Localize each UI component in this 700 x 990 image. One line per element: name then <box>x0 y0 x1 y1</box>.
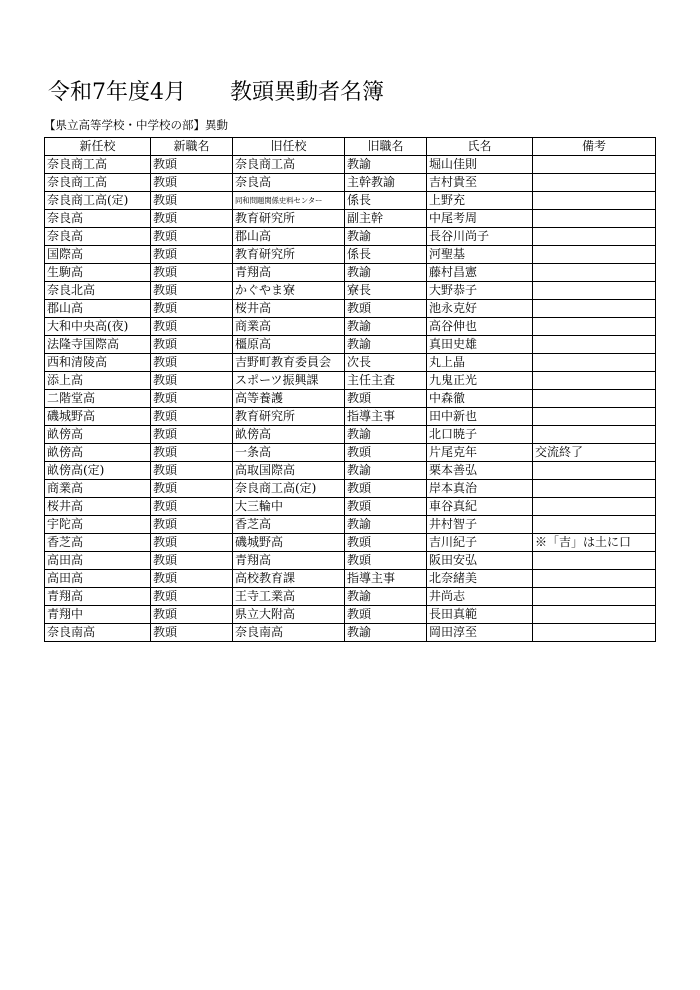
cell-new-school: 商業高 <box>45 480 151 498</box>
cell-previous-school: 県立大附高 <box>233 606 345 624</box>
cell-new-position: 教頭 <box>151 354 233 372</box>
cell-previous-school: かぐやま寮 <box>233 282 345 300</box>
cell-new-position: 教頭 <box>151 480 233 498</box>
cell-new-school: 高田高 <box>45 570 151 588</box>
cell-new-school: 奈良高 <box>45 228 151 246</box>
table-row <box>45 588 656 606</box>
cell-previous-position: 指導主事 <box>345 570 427 588</box>
cell-new-position: 教頭 <box>151 408 233 426</box>
cell-name: 中尾考周 <box>427 210 533 228</box>
table-row <box>45 516 656 534</box>
transfer-roster-table <box>44 137 656 642</box>
cell-previous-school: スポーツ振興課 <box>233 372 345 390</box>
cell-previous-position: 係長 <box>345 192 427 210</box>
cell-name: 井尚志 <box>427 588 533 606</box>
cell-new-school: 香芝高 <box>45 534 151 552</box>
cell-new-school: 西和清陵高 <box>45 354 151 372</box>
cell-remarks <box>533 174 656 192</box>
cell-new-school: 郡山高 <box>45 300 151 318</box>
cell-name: 藤村昌憲 <box>427 264 533 282</box>
cell-new-school: 青翔中 <box>45 606 151 624</box>
cell-remarks <box>533 390 656 408</box>
cell-new-position: 教頭 <box>151 570 233 588</box>
cell-name: 岡田淳至 <box>427 624 533 642</box>
cell-previous-position: 主幹教諭 <box>345 174 427 192</box>
cell-new-position: 教頭 <box>151 228 233 246</box>
cell-new-position: 教頭 <box>151 390 233 408</box>
table-row <box>45 552 656 570</box>
column-header-previous-position: 旧職名 <box>345 138 427 156</box>
cell-new-position: 教頭 <box>151 192 233 210</box>
cell-new-position: 教頭 <box>151 516 233 534</box>
cell-remarks <box>533 192 656 210</box>
table-row <box>45 390 656 408</box>
table-row <box>45 606 656 624</box>
cell-name: 中森徹 <box>427 390 533 408</box>
cell-new-position: 教頭 <box>151 246 233 264</box>
cell-new-school: 奈良高 <box>45 210 151 228</box>
cell-name: 河聖基 <box>427 246 533 264</box>
cell-previous-position: 教頭 <box>345 444 427 462</box>
cell-new-school: 奈良南高 <box>45 624 151 642</box>
cell-new-school: 宇陀高 <box>45 516 151 534</box>
cell-previous-position: 教諭 <box>345 156 427 174</box>
cell-previous-school: 高校教育課 <box>233 570 345 588</box>
cell-previous-position: 教頭 <box>345 300 427 318</box>
table-row <box>45 156 656 174</box>
cell-previous-position: 次長 <box>345 354 427 372</box>
cell-previous-position: 教頭 <box>345 534 427 552</box>
table-row <box>45 426 656 444</box>
cell-previous-position: 指導主事 <box>345 408 427 426</box>
table-row <box>45 318 656 336</box>
cell-previous-position: 教諭 <box>345 228 427 246</box>
cell-previous-school: 教育研究所 <box>233 246 345 264</box>
cell-remarks: ※「吉」は土に口 <box>533 534 656 552</box>
cell-remarks <box>533 300 656 318</box>
cell-previous-school: 商業高 <box>233 318 345 336</box>
column-header-name: 氏名 <box>427 138 533 156</box>
cell-new-position: 教頭 <box>151 174 233 192</box>
cell-remarks <box>533 354 656 372</box>
table-row <box>45 246 656 264</box>
cell-previous-school: 教育研究所 <box>233 210 345 228</box>
cell-previous-school: 橿原高 <box>233 336 345 354</box>
cell-name: 高谷伸也 <box>427 318 533 336</box>
cell-new-school: 奈良商工高(定) <box>45 192 151 210</box>
table-row <box>45 228 656 246</box>
table-row <box>45 534 656 552</box>
cell-new-position: 教頭 <box>151 588 233 606</box>
table-row <box>45 210 656 228</box>
table-row <box>45 480 656 498</box>
cell-name: 丸上晶 <box>427 354 533 372</box>
column-header-new-position: 新職名 <box>151 138 233 156</box>
cell-previous-position: 主任主査 <box>345 372 427 390</box>
cell-new-position: 教頭 <box>151 300 233 318</box>
cell-name: 栗本善弘 <box>427 462 533 480</box>
cell-previous-position: 係長 <box>345 246 427 264</box>
column-header-new-school: 新任校 <box>45 138 151 156</box>
column-header-remarks: 備考 <box>533 138 656 156</box>
cell-new-school: 磯城野高 <box>45 408 151 426</box>
cell-previous-school: 畝傍高 <box>233 426 345 444</box>
table-row <box>45 354 656 372</box>
cell-remarks <box>533 570 656 588</box>
table-row <box>45 444 656 462</box>
cell-new-position: 教頭 <box>151 444 233 462</box>
cell-previous-school: 奈良商工高(定) <box>233 480 345 498</box>
cell-remarks <box>533 516 656 534</box>
cell-new-position: 教頭 <box>151 156 233 174</box>
cell-previous-school: 奈良商工高 <box>233 156 345 174</box>
cell-remarks <box>533 606 656 624</box>
cell-new-position: 教頭 <box>151 318 233 336</box>
cell-previous-school: 高等養護 <box>233 390 345 408</box>
cell-new-school: 法隆寺国際高 <box>45 336 151 354</box>
cell-name: 北奈緒美 <box>427 570 533 588</box>
cell-new-school: 奈良北高 <box>45 282 151 300</box>
cell-new-position: 教頭 <box>151 426 233 444</box>
cell-previous-school: 一条高 <box>233 444 345 462</box>
cell-new-position: 教頭 <box>151 534 233 552</box>
cell-previous-school: 香芝高 <box>233 516 345 534</box>
cell-remarks: 交流終了 <box>533 444 656 462</box>
cell-new-school: 畝傍高 <box>45 426 151 444</box>
cell-new-position: 教頭 <box>151 606 233 624</box>
table-row <box>45 192 656 210</box>
cell-previous-position: 教諭 <box>345 426 427 444</box>
cell-previous-school: 青翔高 <box>233 552 345 570</box>
cell-remarks <box>533 210 656 228</box>
cell-remarks <box>533 480 656 498</box>
cell-previous-position: 教諭 <box>345 462 427 480</box>
cell-previous-position: 教諭 <box>345 264 427 282</box>
cell-name: 岸本真治 <box>427 480 533 498</box>
cell-new-school: 桜井高 <box>45 498 151 516</box>
cell-remarks <box>533 318 656 336</box>
cell-previous-school: 高取国際高 <box>233 462 345 480</box>
cell-new-position: 教頭 <box>151 552 233 570</box>
table-row <box>45 462 656 480</box>
cell-previous-position: 教諭 <box>345 624 427 642</box>
cell-previous-position: 副主幹 <box>345 210 427 228</box>
cell-previous-position: 教諭 <box>345 516 427 534</box>
table-row <box>45 336 656 354</box>
cell-previous-school: 大三輪中 <box>233 498 345 516</box>
cell-previous-school: 郡山高 <box>233 228 345 246</box>
cell-name: 北口暁子 <box>427 426 533 444</box>
cell-previous-position: 教頭 <box>345 390 427 408</box>
table-row <box>45 372 656 390</box>
cell-remarks <box>533 426 656 444</box>
cell-remarks <box>533 156 656 174</box>
cell-previous-school: 同和問題関係史料センター <box>233 192 345 210</box>
cell-previous-position: 教頭 <box>345 552 427 570</box>
cell-previous-school: 奈良南高 <box>233 624 345 642</box>
cell-name: 田中新也 <box>427 408 533 426</box>
cell-new-school: 奈良商工高 <box>45 174 151 192</box>
table-row <box>45 264 656 282</box>
cell-previous-school: 磯城野高 <box>233 534 345 552</box>
cell-name: 車谷真紀 <box>427 498 533 516</box>
cell-previous-position: 教諭 <box>345 588 427 606</box>
page-title: 令和7年度4月 教頭異動者名簿 <box>48 80 384 105</box>
cell-name: 上野充 <box>427 192 533 210</box>
table-row <box>45 300 656 318</box>
cell-previous-position: 教諭 <box>345 336 427 354</box>
cell-new-position: 教頭 <box>151 264 233 282</box>
cell-remarks <box>533 372 656 390</box>
cell-name: 長谷川尚子 <box>427 228 533 246</box>
cell-previous-position: 教頭 <box>345 498 427 516</box>
cell-remarks <box>533 624 656 642</box>
cell-new-position: 教頭 <box>151 462 233 480</box>
cell-new-position: 教頭 <box>151 498 233 516</box>
cell-remarks <box>533 462 656 480</box>
cell-previous-position: 教諭 <box>345 318 427 336</box>
cell-remarks <box>533 336 656 354</box>
cell-remarks <box>533 408 656 426</box>
cell-new-position: 教頭 <box>151 372 233 390</box>
cell-new-position: 教頭 <box>151 282 233 300</box>
cell-new-school: 大和中央高(夜) <box>45 318 151 336</box>
cell-new-school: 生駒高 <box>45 264 151 282</box>
section-label: 【県立高等学校・中学校の部】異動 <box>44 118 228 132</box>
cell-name: 片尾克年 <box>427 444 533 462</box>
cell-name: 吉川紀子 <box>427 534 533 552</box>
cell-previous-position: 教頭 <box>345 606 427 624</box>
table-row <box>45 408 656 426</box>
cell-previous-school: 吉野町教育委員会 <box>233 354 345 372</box>
cell-new-school: 畝傍高 <box>45 444 151 462</box>
cell-previous-school: 奈良高 <box>233 174 345 192</box>
cell-previous-school: 教育研究所 <box>233 408 345 426</box>
cell-new-position: 教頭 <box>151 624 233 642</box>
table-body <box>45 156 656 642</box>
cell-new-school: 高田高 <box>45 552 151 570</box>
cell-name: 大野恭子 <box>427 282 533 300</box>
cell-previous-school: 王寺工業高 <box>233 588 345 606</box>
table-row <box>45 624 656 642</box>
cell-previous-position: 寮長 <box>345 282 427 300</box>
cell-previous-school: 青翔高 <box>233 264 345 282</box>
column-header-previous-school: 旧任校 <box>233 138 345 156</box>
cell-name: 真田史雄 <box>427 336 533 354</box>
cell-name: 堀山佳則 <box>427 156 533 174</box>
table-header-row <box>45 138 656 156</box>
cell-remarks <box>533 228 656 246</box>
cell-previous-position: 教頭 <box>345 480 427 498</box>
cell-new-school: 奈良商工高 <box>45 156 151 174</box>
cell-remarks <box>533 246 656 264</box>
cell-name: 池永克好 <box>427 300 533 318</box>
cell-new-school: 畝傍高(定) <box>45 462 151 480</box>
cell-new-school: 添上高 <box>45 372 151 390</box>
cell-new-school: 二階堂高 <box>45 390 151 408</box>
cell-name: 九鬼正光 <box>427 372 533 390</box>
cell-name: 阪田安弘 <box>427 552 533 570</box>
cell-new-position: 教頭 <box>151 210 233 228</box>
cell-remarks <box>533 264 656 282</box>
cell-new-position: 教頭 <box>151 336 233 354</box>
cell-name: 吉村貴至 <box>427 174 533 192</box>
cell-new-school: 青翔高 <box>45 588 151 606</box>
cell-remarks <box>533 588 656 606</box>
cell-name: 長田真範 <box>427 606 533 624</box>
table-row <box>45 174 656 192</box>
cell-remarks <box>533 282 656 300</box>
cell-name: 井村智子 <box>427 516 533 534</box>
table-row <box>45 498 656 516</box>
cell-remarks <box>533 552 656 570</box>
cell-remarks <box>533 498 656 516</box>
cell-previous-school: 桜井高 <box>233 300 345 318</box>
cell-new-school: 国際高 <box>45 246 151 264</box>
table-row <box>45 570 656 588</box>
table-row <box>45 282 656 300</box>
